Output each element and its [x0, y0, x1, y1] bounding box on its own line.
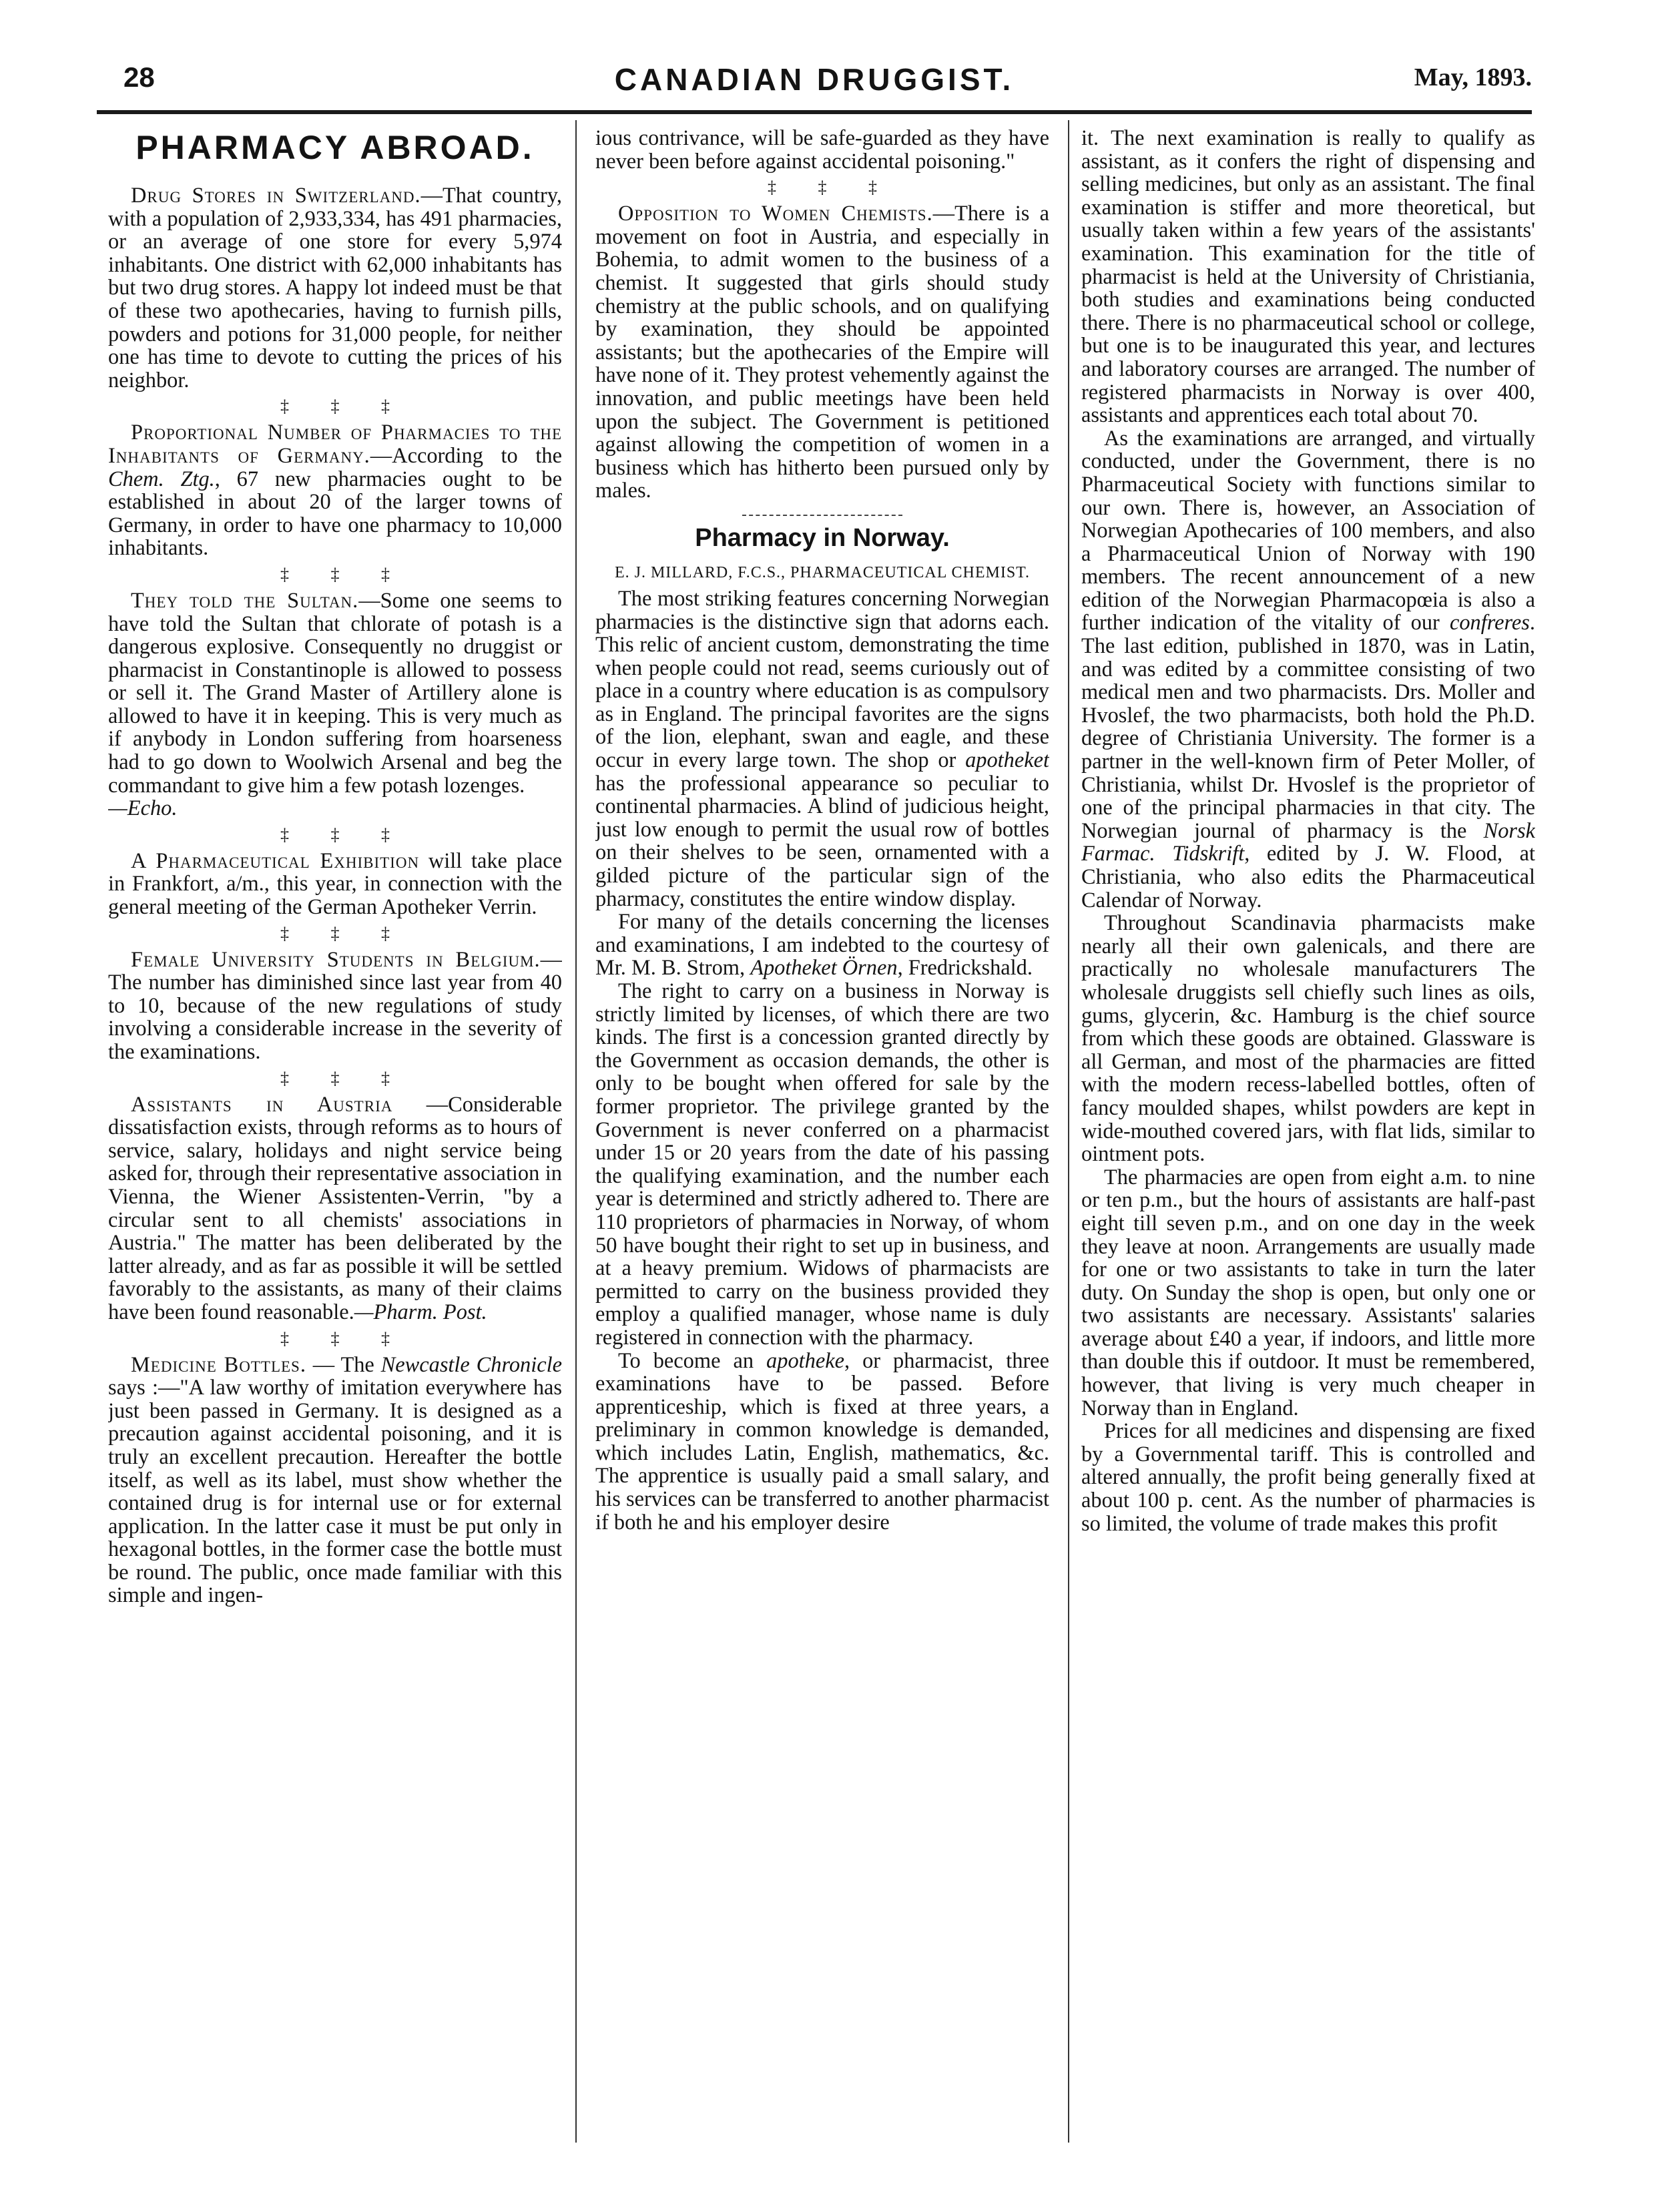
item-text: — The	[306, 1352, 374, 1377]
article-paragraph	[595, 202, 1049, 503]
publication-title: Newcastle Chronicle	[380, 1352, 562, 1377]
item-text: , edited by J. W. Flood, at Christiania, who also edits the Pharmaceutical Calendar of Norway.	[1081, 842, 1535, 912]
item-lead: A Pharmaceutical Exhibition	[131, 848, 420, 873]
section-title: PHARMACY ABROAD.	[135, 129, 535, 166]
item-text: —According to the	[370, 443, 562, 468]
item-lead: Female University Students in Belgium.	[131, 947, 541, 972]
item-text: , 67 new pharmacies ought to be established in about 20 of the larger towns of Germany, in order to have one pharmacy to 10,000 inhabitants.	[108, 467, 562, 561]
item-lead: They told the Sultan.	[131, 588, 359, 613]
item-text: says :—"A law worthy of imitation everywhere has just been passed in Germany. It is designed as a precaution against accidental poisoning, and it is truly an excellent precaution. Hereafter the bottle itself, as well as its label, must show whether the contained drug is for internal use or for external application. In the latter case it must be put only in hexagonal bottles, in the former case the bottle must be round. The public, once made familiar with this simple and ingen-	[108, 1376, 562, 1608]
article-paragraph: The right to carry on a business in Norway is strictly limited by licenses, of which there are two kinds. The first is a concession granted directly by the Government as occasion demands, the other is only to be bought when offered for sale by the former proprietor. The privilege granted by the Government is never conferred on a pharmacist under 15 or 20 years from the date of his passing the qualifying examination, and the number each year is determined and strictly adhered to. There are 110 proprietors of pharmacies in Norway, of whom 50 have bought their right to set up in business, and at a heavy premium. Widows of pharmacists are permitted to carry on the business provided they employ a qualified manager, whose name is duly registered in connection with the pharmacy.	[595, 979, 1049, 1350]
section-separator: ‡ ‡ ‡	[768, 178, 896, 198]
source-credit	[108, 797, 562, 820]
column-2	[595, 127, 1049, 2176]
column-1	[108, 127, 562, 2176]
item-lead: Opposition to Women Chemists.	[618, 202, 933, 226]
article-paragraph	[108, 589, 562, 797]
section-separator: ‡ ‡ ‡	[280, 396, 408, 417]
article-paragraph: Throughout Scandinavia pharmacists make nearly all their own galenicals, and there are practically no wholesale manufacturers The wholesale druggists sell chiefly such lines as oils, gums, glycerin, &c. Hamburg is the chief source from which these goods are obtained. Glassware is all German, and most of the pharmacies are fitted with the modern recess-labelled bottles, often of fancy moulded shapes, whilst powders are kept in wide-mouthed covered jars, with flat lids, similar to ointment pots.	[1081, 911, 1535, 1167]
item-text: has the professional appearance so peculiar to continental pharmacies. A blind of judicious height, just low enough to permit the usual row of bottles on their shelves to be seen, ornamented with a gilded picture of the particular sign of the pharmacy, constitutes the entire window display.	[595, 771, 1049, 911]
item-text: , Fredrickshald.	[897, 956, 1033, 981]
article-paragraph: it. The next examination is really to qualify as assistant, as it confers the right of dispensing and selling medicines, but only as an assistant. The final examination is stiffer and more theoretical, but usually taken within a few years of the assistants' examination. This examination for the title of pharmacist is held at the University of Christiania, both studies and examinations being conducted there. There is no pharmaceutical school or college, but one is to be inaugurated this year, and lectures and laboratory courses are arranged. The number of registered pharmacists in Norway is over 400, assistants and apprentices each total about 70.	[1081, 127, 1535, 428]
article-paragraph: ious contrivance, will be safe-guarded as they have never been before against accidental poisoning."	[595, 127, 1049, 174]
column-rule	[1068, 120, 1069, 2143]
section-separator: ‡ ‡ ‡	[280, 564, 408, 584]
item-text: —Considerable dissatisfaction exists, through reforms as to hours of service, salary, holidays and night service being asked for, through their representative association in Vienna, the Wiener Assistenten-Verrin, "by a circular sent to all chemists' associations in Austria." The matter has been deliberated by the latter already, and as far as possible it will be settled favorably to the assistants, as many of their claims have been found reasonable.	[108, 1092, 562, 1324]
article-paragraph	[595, 1350, 1049, 1535]
article-paragraph	[108, 184, 562, 392]
dashed-divider	[742, 515, 902, 516]
article-paragraph	[595, 587, 1049, 910]
journal-title: CANADIAN DRUGGIST.	[614, 62, 1015, 97]
column-rule	[575, 120, 577, 2143]
article-paragraph	[1081, 427, 1535, 912]
article-paragraph	[108, 850, 562, 919]
item-text: —Some one seems to have told the Sultan that chlorate of potash is a dangerous explosive. Consequently no druggist or pharmacist in Constantinople is allowed to possess or sell it. The Grand Master of Artillery alone is allowed to have it in keeping. This is very much as if anybody in London suffering from hoarseness had to go down to Woolwich Arsenal and beg the commandant to give him a few potash lozenges.	[108, 588, 562, 798]
article-paragraph: The pharmacies are open from eight a.m. to nine or ten p.m., but the hours of assistants are half-past eight till seven p.m., and on one day in the week they leave at noon. Arrangements are usually made for one or two assistants to take in turn the later duty. On Sunday the shop is open, but only one or two assistants are necessary. Assistants' salaries average about £40 a year, if indoors, and little more than double this if outdoor. It must be remembered, however, that living is very much cheaper in Norway than in England.	[1081, 1165, 1535, 1420]
item-text: —The number has diminished since last year from 40 to 10, because of the new regulations of study involving a considerable increase in the severity of the examinations.	[108, 947, 562, 1064]
source-name: —Echo.	[108, 796, 178, 821]
item-text: To become an	[618, 1348, 754, 1373]
section-separator: ‡ ‡ ‡	[280, 1068, 408, 1088]
item-text: , or pharmacist, three examinations have to be passed. Before apprenticeship, which is fixed at three years, a preliminary in common knowledge is demanded, which includes Latin, English, mathematics, &c. The apprentice is usually paid a small salary, and his services can be transferred to another pharmacist if both he and his employer desire	[595, 1348, 1049, 1535]
publication-title: Chem. Ztg.	[108, 467, 215, 491]
foreign-term: apotheke	[766, 1348, 844, 1373]
item-lead: Drug Stores in Switzerland.	[131, 184, 421, 208]
article-title: Pharmacy in Norway.	[695, 523, 950, 552]
pharmacy-name: Apotheket Örnen	[750, 956, 898, 981]
article-paragraph	[595, 910, 1049, 980]
column-3	[1081, 127, 1535, 2176]
item-text: For many of the details concerning the licenses and examinations, I am indebted to the courtesy of Mr. M. B. Strom,	[595, 910, 1049, 981]
article-paragraph	[108, 1354, 562, 1608]
item-lead: Proportional Number of Pharmacies to the Inhabitants of Germany.	[108, 421, 562, 468]
article-paragraph	[108, 1093, 562, 1324]
header-rule	[97, 110, 1532, 114]
article-paragraph: Prices for all medicines and dispensing are fixed by a Governmental tariff. This is controlled and altered annually, the profit being generally fixed at about 100 p. cent. As the number of pharmacies is so limited, the volume of trade makes this profit	[1081, 1419, 1535, 1536]
section-separator: ‡ ‡ ‡	[280, 824, 408, 844]
running-head	[97, 61, 1532, 101]
source-name: —Pharm. Post.	[354, 1300, 487, 1324]
foreign-term: apotheket	[965, 748, 1049, 773]
issue-date: May, 1893.	[1414, 63, 1532, 91]
item-text: will take place in Frankfort, a/m., this year, in connection with the general meeting of the German Apotheker Verrin.	[108, 848, 562, 920]
item-lead: Medicine Bottles.	[131, 1352, 306, 1377]
item-text: —There is a movement on foot in Austria, and especially in Bohemia, to admit women to the business of a chemist. It suggested that girls should study chemistry at the public schools, and on qualifying by examination, they should be appointed assistants; but the apothecaries of the Empire will have none of it. They protest vehemently against the innovation, and public meetings have been held upon the subject. The Government is petitioned against allowing the competition of women in a business which has hitherto been pursued only by males.	[595, 202, 1049, 503]
item-text: The most striking features concerning Norwegian pharmacies is the distinctive sign that adorns each. This relic of ancient custom, demonstrating the time when people could not read, seems curiously out of place in a country where education is as compulsory as in England. The principal favorites are the signs of the lion, elephant, swan and eagle, and these occur in every large town. The shop or	[595, 586, 1049, 773]
byline: E. J. MILLARD, F.C.S., PHARMACEUTICAL CHEMIST.	[614, 563, 1031, 581]
item-text: As the examinations are arranged, and virtually conducted, under the Government, there is no Pharmaceutical Society with functions similar to our own. There is, however, an Association of Norwegian Apothecaries of 100 members, and also a Pharmaceutical Union of Norway with 190 members. The recent announcement of a new edition of the Norwegian Pharmacopœia is also a further indication of the vitality of our	[1081, 426, 1535, 635]
publication-title: Norsk Farmac. Tidskrift	[1081, 818, 1535, 866]
section-separator: ‡ ‡ ‡	[280, 1328, 408, 1348]
item-text: . The last edition, published in 1870, was in Latin, and was edited by a committee consisting of two medical men and two pharmacists. Drs. Moller and Hvoslef, the two pharmacists, both hold the Ph.D. degree of Christiania University. The former is a partner in the well-known firm of Peter Moller, of Christiania, whilst Dr. Hvoslef is the proprietor of one of the principal pharmacies in that city. The Norwegian journal of pharmacy is the	[1081, 611, 1535, 843]
article-paragraph	[108, 421, 562, 560]
page-number: 28	[123, 61, 155, 93]
article-paragraph	[108, 948, 562, 1064]
section-separator: ‡ ‡ ‡	[280, 923, 408, 943]
item-lead: Assistants in Austria	[131, 1092, 393, 1117]
foreign-term: confreres	[1449, 611, 1530, 635]
item-text: —That country, with a population of 2,933,334, has 491 pharmacies, or an average of one store for every 5,974 inhabitants. One district with 62,000 inhabitants has but two drug stores. A happy lot indeed must be that of these two apothecaries, having to furnish pills, powders and potions for 31,000 people, for neither one has time to devote to cutting the prices of his neighbor.	[108, 184, 562, 392]
